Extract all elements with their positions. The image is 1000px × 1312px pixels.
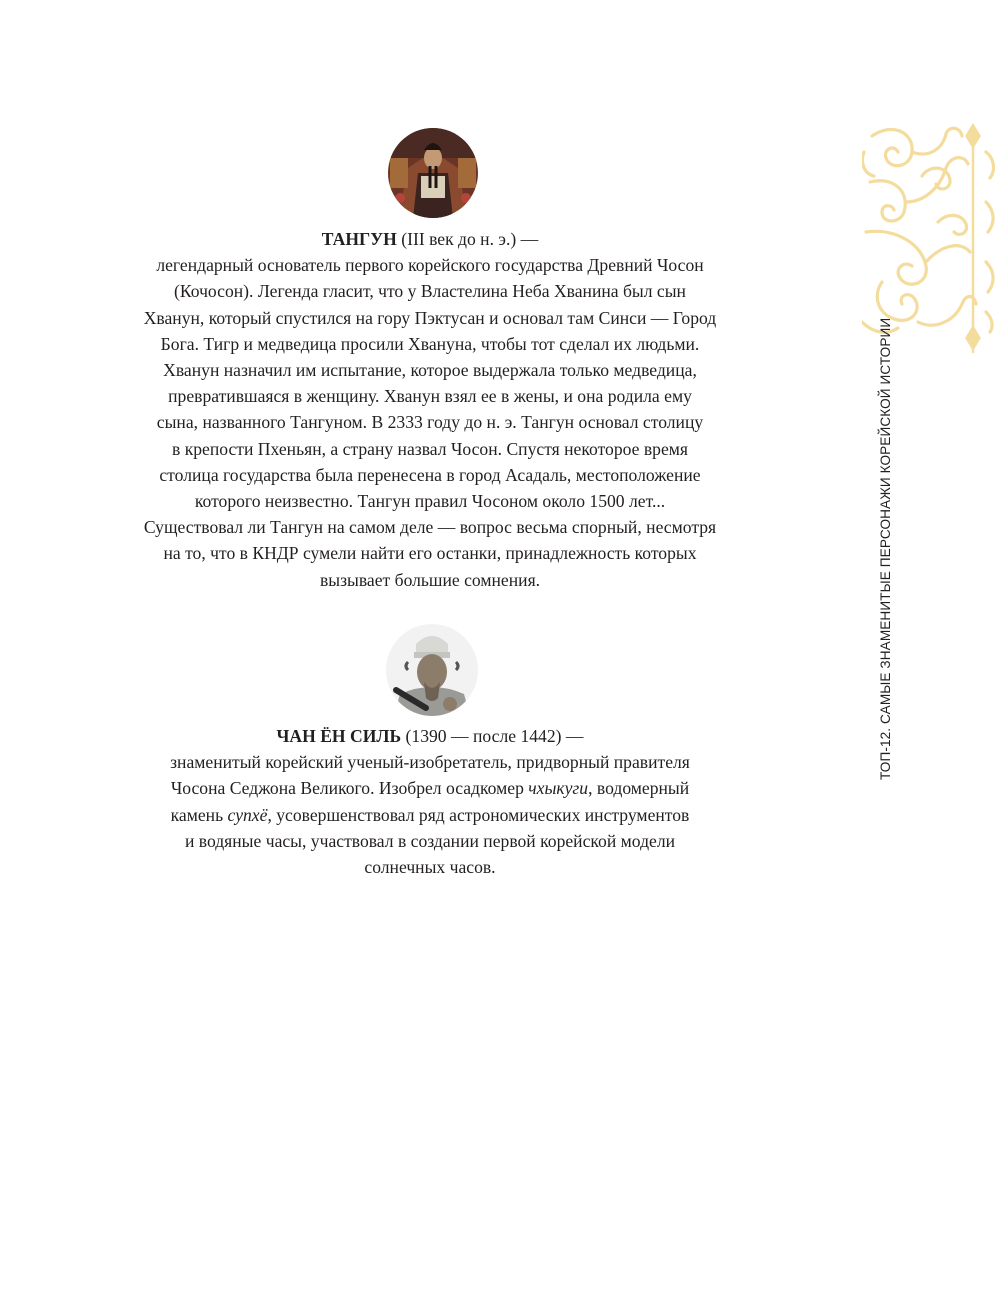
entry-name: ЧАН ЁН СИЛЬ [276,726,402,746]
entry-name: ТАНГУН [321,229,397,249]
text-line: и водяные часы, участвовал в создании первой корейской модели [184,830,676,851]
text-line: вызывает большие сомнения. [319,569,541,590]
text-line: (Кочосон). Легенда гласит, что у Властелина Неба Хванина был сын [174,281,686,302]
entry-jang-yeong-sil [90,723,770,880]
entry-heading [90,226,770,252]
text-line: солнечных часов. [364,857,496,878]
text-line: Хванун, который спустился на гору Пэктусан и основал там Синси — Город [143,307,717,328]
text-line: Хванун назначил им испытание, которое выдержала только медведица, [163,360,697,381]
entry-dates: (III век до н. э.) — [396,229,539,249]
text-fragment: Чосона Седжона Великого. Изобрел осадкомер [170,778,529,799]
text-line: легендарный основатель первого корейского государства Древний Чосон [156,255,704,276]
text-line: в крепости Пхеньян, а страну назвал Чосон. Спустя некоторое время [171,438,688,459]
text-line: которого неизвестно. Тангун правил Чосоном около 1500 лет... [194,491,666,512]
text-line: на то, что в КНДР сумели найти его останки, принадлежность которых [163,543,697,564]
tangun-portrait-icon [388,128,478,218]
text-line: знаменитый корейский ученый-изобретатель, придворный правителя [170,752,690,773]
text-line: Существовал ли Тангун на самом деле — вопрос весьма спорный, несмотря [143,517,717,538]
text-fragment: , усовершенствовал ряд астрономических инструментов [267,804,690,825]
italic-term: супхё [227,804,268,825]
text-line: Бога. Тигр и медведица просили Хвануна, чтобы тот сделал их людьми. [160,333,700,354]
italic-term: чхыкуги [528,778,589,799]
running-head: ТОП-12. САМЫЕ ЗНАМЕНИТЫЕ ПЕРСОНАЖИ КОРЕЙСКОЙ ИСТОРИИ [878,317,893,780]
text-line: сына, названного Тангуном. В 2333 году до н. э. Тангун основал столицу [156,412,704,433]
text-fragment: , водомерный [588,778,690,799]
text-line: столица государства была перенесена в город Асадаль, местоположение [159,464,701,485]
entry-heading [90,723,770,749]
entry-dates: (1390 — после 1442) — [401,726,584,746]
text-line [90,802,770,828]
text-fragment: камень [170,804,228,825]
text-line [90,775,770,801]
jang-yeong-sil-portrait-icon [386,624,478,716]
entry-tangun [90,226,770,593]
text-line: превратившаяся в женщину. Хванун взял ее в жены, и она родила ему [168,386,692,407]
